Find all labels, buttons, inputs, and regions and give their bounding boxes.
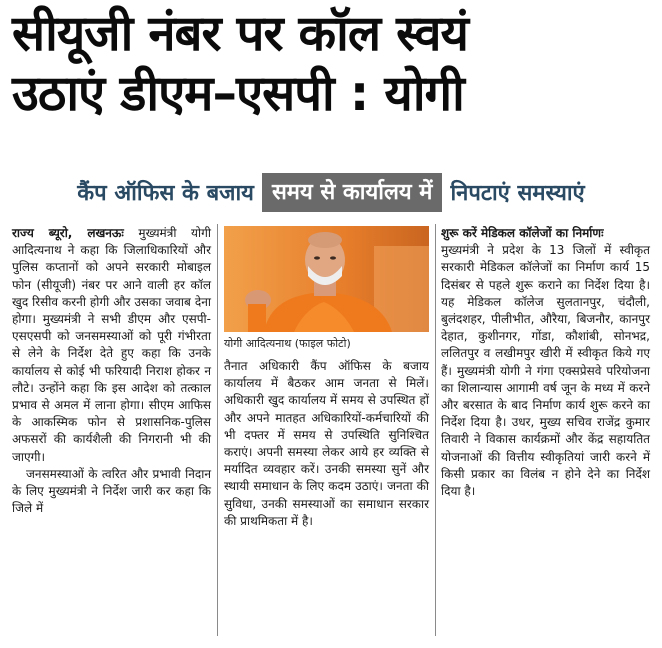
column-divider-2 xyxy=(435,224,436,636)
news-photo xyxy=(224,226,429,332)
column-3-subheading: शुरू करें मेडिकल कॉलेजों का निर्माणः xyxy=(441,226,604,240)
headline xyxy=(12,4,652,124)
article-column-2 xyxy=(224,358,429,530)
article-column-1 xyxy=(12,225,211,517)
column-2-paragraph-1: तैनात अधिकारी कैंप ऑफिस के बजाय कार्यालय में बैठकर आम जनता से मिलें। अधिकारी खुद कार्यालय में समय से उपस्थित हों और अपने मातहत अधिकारियों-कर्मचारियों की भी दफ्तर में समय से उपस्थिति सुनिश्चित कराएं। अपनी समस्या लेकर आये हर व्यक्ति से मर्यादित व्यवहार करें। उनकी समस्या सुनें और स्थायी समाधान के लिए कदम उठाएं। जनता की सुविधा, उनकी समस्याओं का समाधान सरकार की प्राथमिकता में है। xyxy=(224,359,429,528)
subheadline-left: कैंप ऑफिस के बजाय xyxy=(77,181,254,206)
headline-line-1: सीयूजी नंबर पर कॉल स्वयं xyxy=(12,5,468,62)
article-column-3 xyxy=(441,225,650,500)
subheadline xyxy=(0,169,662,215)
photo-portrait-image xyxy=(224,226,429,332)
column-3-paragraph-1: मुख्यमंत्री ने प्रदेश के 13 जिलों में स्वीकृत सरकारी मेडिकल कॉलेजों का निर्माण कार्य 15 दिसंबर से पहले शुरू कराने का निर्देश दिया है। यह मेडिकल कॉलेज सुलतानपुर, चंदौली, बुलंदशहर, पीलीभीत, औरैया, बिजनौर, कानपुर देहात, कुशीनगर, गोंडा, कौशांबी, सोनभद्र, ललितपुर व लखीमपुर खीरी में स्वीकृत किये गए हैं। मुख्यमंत्री योगी ने गंगा एक्सप्रेसवे परियोजना का शिलान्यास आगामी वर्ष जून के मध्य में करने और बरसात के बाद निर्माण कार्य शुरू करने का निर्देश दिया है। उधर, मुख्य सचिव राजेंद्र कुमार तिवारी ने विकास कार्यक्रमों और केंद्र सहायतित योजनाओं की वित्तीय स्वीकृतियां जारी करने में किसी प्रकार का विलंब न होने देने का निर्देश दिया है। xyxy=(441,243,650,499)
photo-caption: योगी आदित्यनाथ (फाइल फोटो) xyxy=(224,337,351,350)
column-1-paragraph-2: जनसमस्याओं के त्वरित और प्रभावी निदान के लिए मुख्यमंत्री ने निर्देश जारी कर कहा कि जिले में xyxy=(12,466,211,516)
dateline: राज्य ब्यूरो, लखनऊः xyxy=(12,226,124,240)
subheadline-right: निपटाएं समस्याएं xyxy=(450,181,585,206)
subheadline-highlight: समय से कार्यालय में xyxy=(262,173,443,212)
column-1-paragraph-1: मुख्यमंत्री योगी आदित्यनाथ ने कहा कि जिलाधिकारियों और पुलिस कप्तानों को अपने सरकारी मोबाइल फोन (सीयूजी) नंबर पर आने वाली हर कॉल खुद रिसीव करनी होगी और उसका जवाब देना होगा। मुख्यमंत्री ने सभी डीएम और एसपी-एसएसपी को जनसमस्याओं को पूरी गंभीरता से लेने के निर्देश देते हुए कहा कि उनके कार्यालय से कोई भी फरियादी निराश होकर न लौटे। उन्होंने कहा कि इस आदेश को तत्काल प्रभाव से अमल में लाना होगा। सीएम आफिस के आकस्मिक फोन से प्रशासनिक-पुलिस अफसरों की कार्यशैली की निगरानी भी की जाएगी। xyxy=(12,226,211,464)
column-divider-1 xyxy=(217,224,218,636)
headline-line-2: उठाएं डीएम–एसपी : योगी xyxy=(12,65,464,122)
